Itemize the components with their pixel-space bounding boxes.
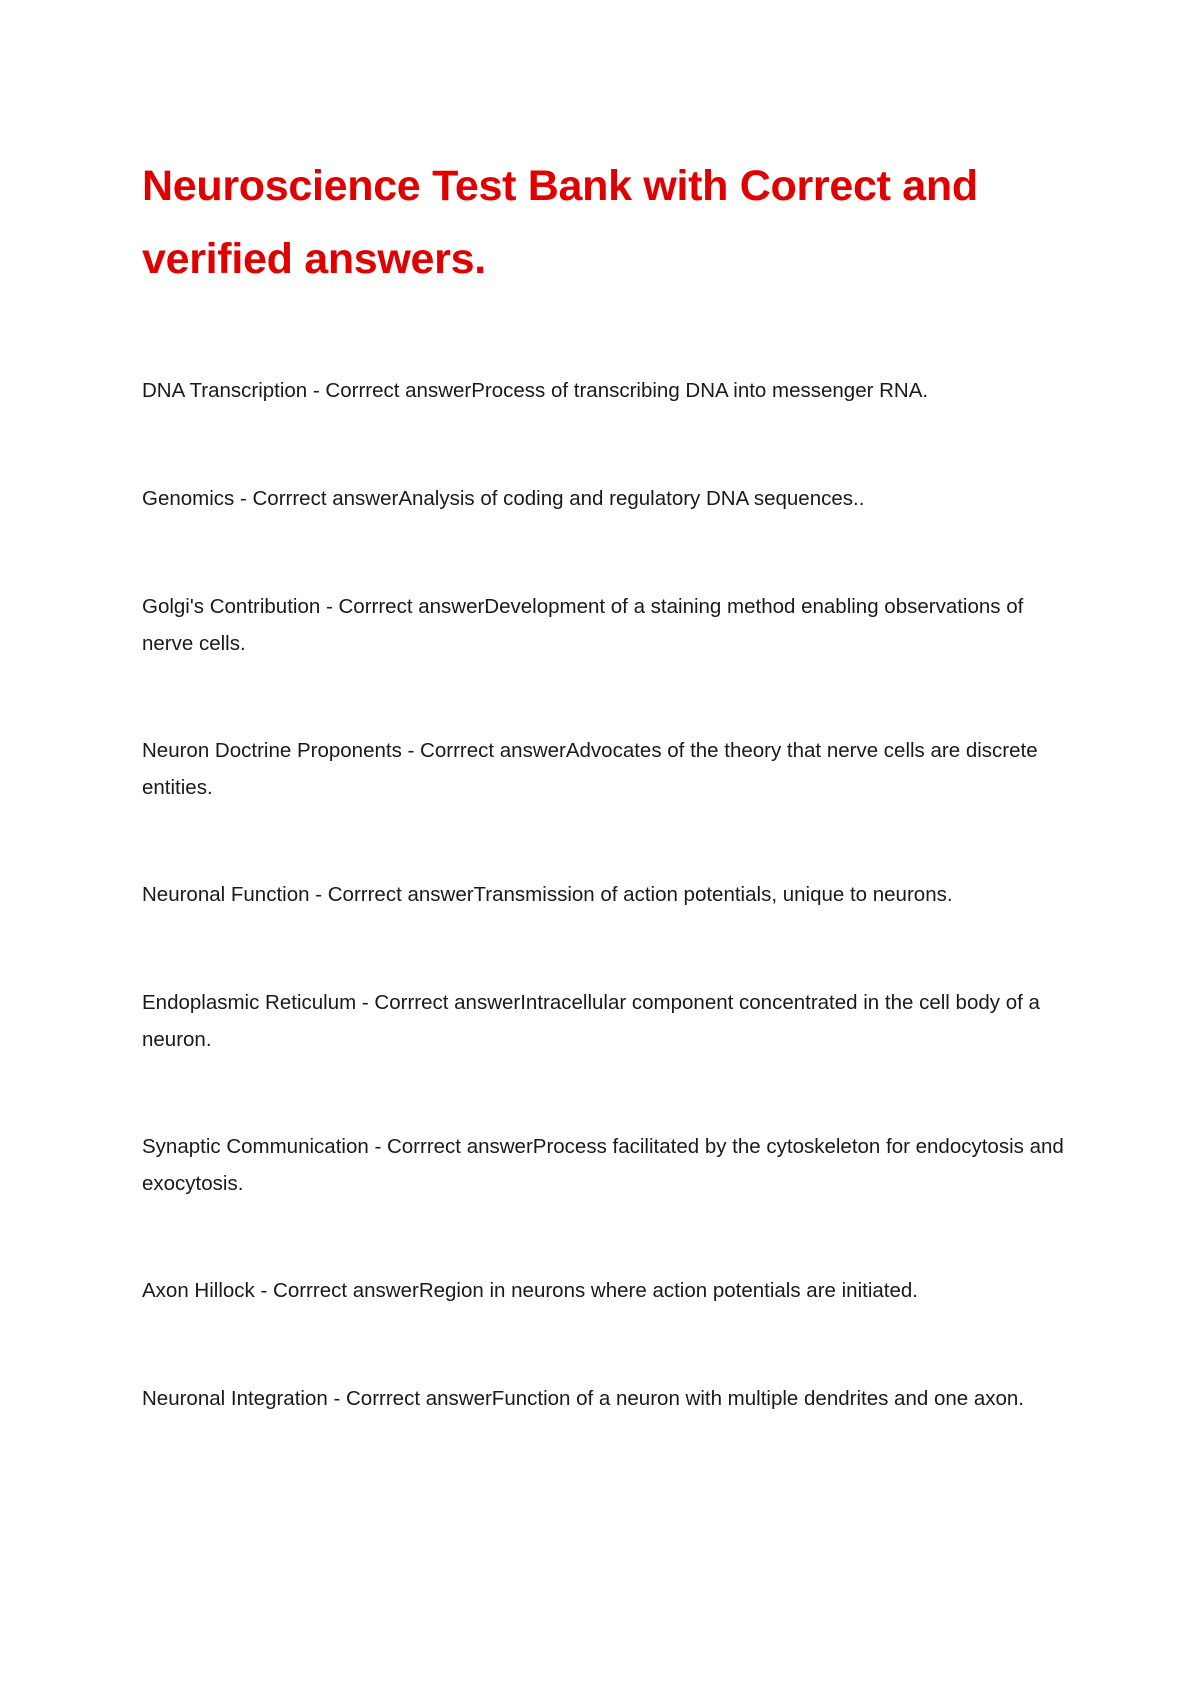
entry-term: DNA Transcription xyxy=(142,379,308,402)
entry-answer-prefix: Corrrect answer xyxy=(325,379,472,402)
entry-answer: Development of a staining method enabling observations of nerve cells. xyxy=(142,595,1024,655)
entry-answer-prefix: Corrrect answer xyxy=(420,739,566,762)
qa-entry: Neuronal Function - Corrrect answerTransmission of action potentials, unique to neurons. xyxy=(142,883,953,906)
entry-answer-prefix: Corrrect answer xyxy=(327,883,474,906)
qa-entry: Endoplasmic Reticulum - Corrrect answerIntracellular component concentrated in the cell body of a neuron. xyxy=(142,991,1040,1051)
qa-entry: Neuronal Integration - Corrrect answerFunction of a neuron with multiple dendrites and one axon. xyxy=(142,1387,1024,1410)
entry-answer-prefix: Corrrect answer xyxy=(252,487,399,510)
entry-answer-prefix: Corrrect answer xyxy=(273,1279,419,1302)
entry-answer: Process facilitated by the cytoskeleton for endocytosis and exocytosis. xyxy=(142,1135,1064,1195)
document-title: Neuroscience Test Bank with Correct and verified answers. xyxy=(142,162,978,283)
qa-entry: Axon Hillock - Corrrect answerRegion in neurons where action potentials are initiated. xyxy=(142,1279,918,1302)
entry-answer: Analysis of coding and regulatory DNA sequences.. xyxy=(398,487,865,510)
entry-term: Genomics xyxy=(142,487,235,510)
entry-answer: Function of a neuron with multiple dendrites and one axon. xyxy=(491,1387,1024,1410)
qa-entry: Neuron Doctrine Proponents - Corrrect answerAdvocates of the theory that nerve cells are discrete entities. xyxy=(142,739,1038,799)
entry-answer: Transmission of action potentials, unique to neurons. xyxy=(473,883,953,906)
qa-entry: Golgi's Contribution - Corrrect answerDevelopment of a staining method enabling observations of nerve cells. xyxy=(142,595,1024,655)
entry-term: Neuron Doctrine Proponents xyxy=(142,739,402,762)
entry-term: Axon Hillock xyxy=(142,1279,255,1302)
qa-entry: DNA Transcription - Corrrect answerProcess of transcribing DNA into messenger RNA. xyxy=(142,379,929,402)
entry-answer-prefix: Corrrect answer xyxy=(386,1135,533,1158)
entry-answer-prefix: Corrrect answer xyxy=(345,1387,492,1410)
entry-answer-prefix: Corrrect answer xyxy=(374,991,521,1014)
entry-answer: Process of transcribing DNA into messenger RNA. xyxy=(471,379,929,402)
entry-answer-prefix: Corrrect answer xyxy=(338,595,485,618)
entry-answer: Intracellular component concentrated in the cell body of a neuron. xyxy=(142,991,1040,1051)
qa-entry: Synaptic Communication - Corrrect answerProcess facilitated by the cytoskeleton for endocytosis and exocytosis. xyxy=(142,1135,1064,1195)
entry-term: Endoplasmic Reticulum xyxy=(142,991,357,1014)
entry-answer: Region in neurons where action potentials are initiated. xyxy=(418,1279,918,1302)
qa-entry: Genomics - Corrrect answerAnalysis of coding and regulatory DNA sequences.. xyxy=(142,487,865,510)
entry-term: Neuronal Integration xyxy=(142,1387,328,1410)
entry-term: Neuronal Function xyxy=(142,883,310,906)
entry-term: Golgi's Contribution xyxy=(142,595,321,618)
entry-term: Synaptic Communication xyxy=(142,1135,369,1158)
entry-answer: Advocates of the theory that nerve cells are discrete entities. xyxy=(142,739,1038,799)
